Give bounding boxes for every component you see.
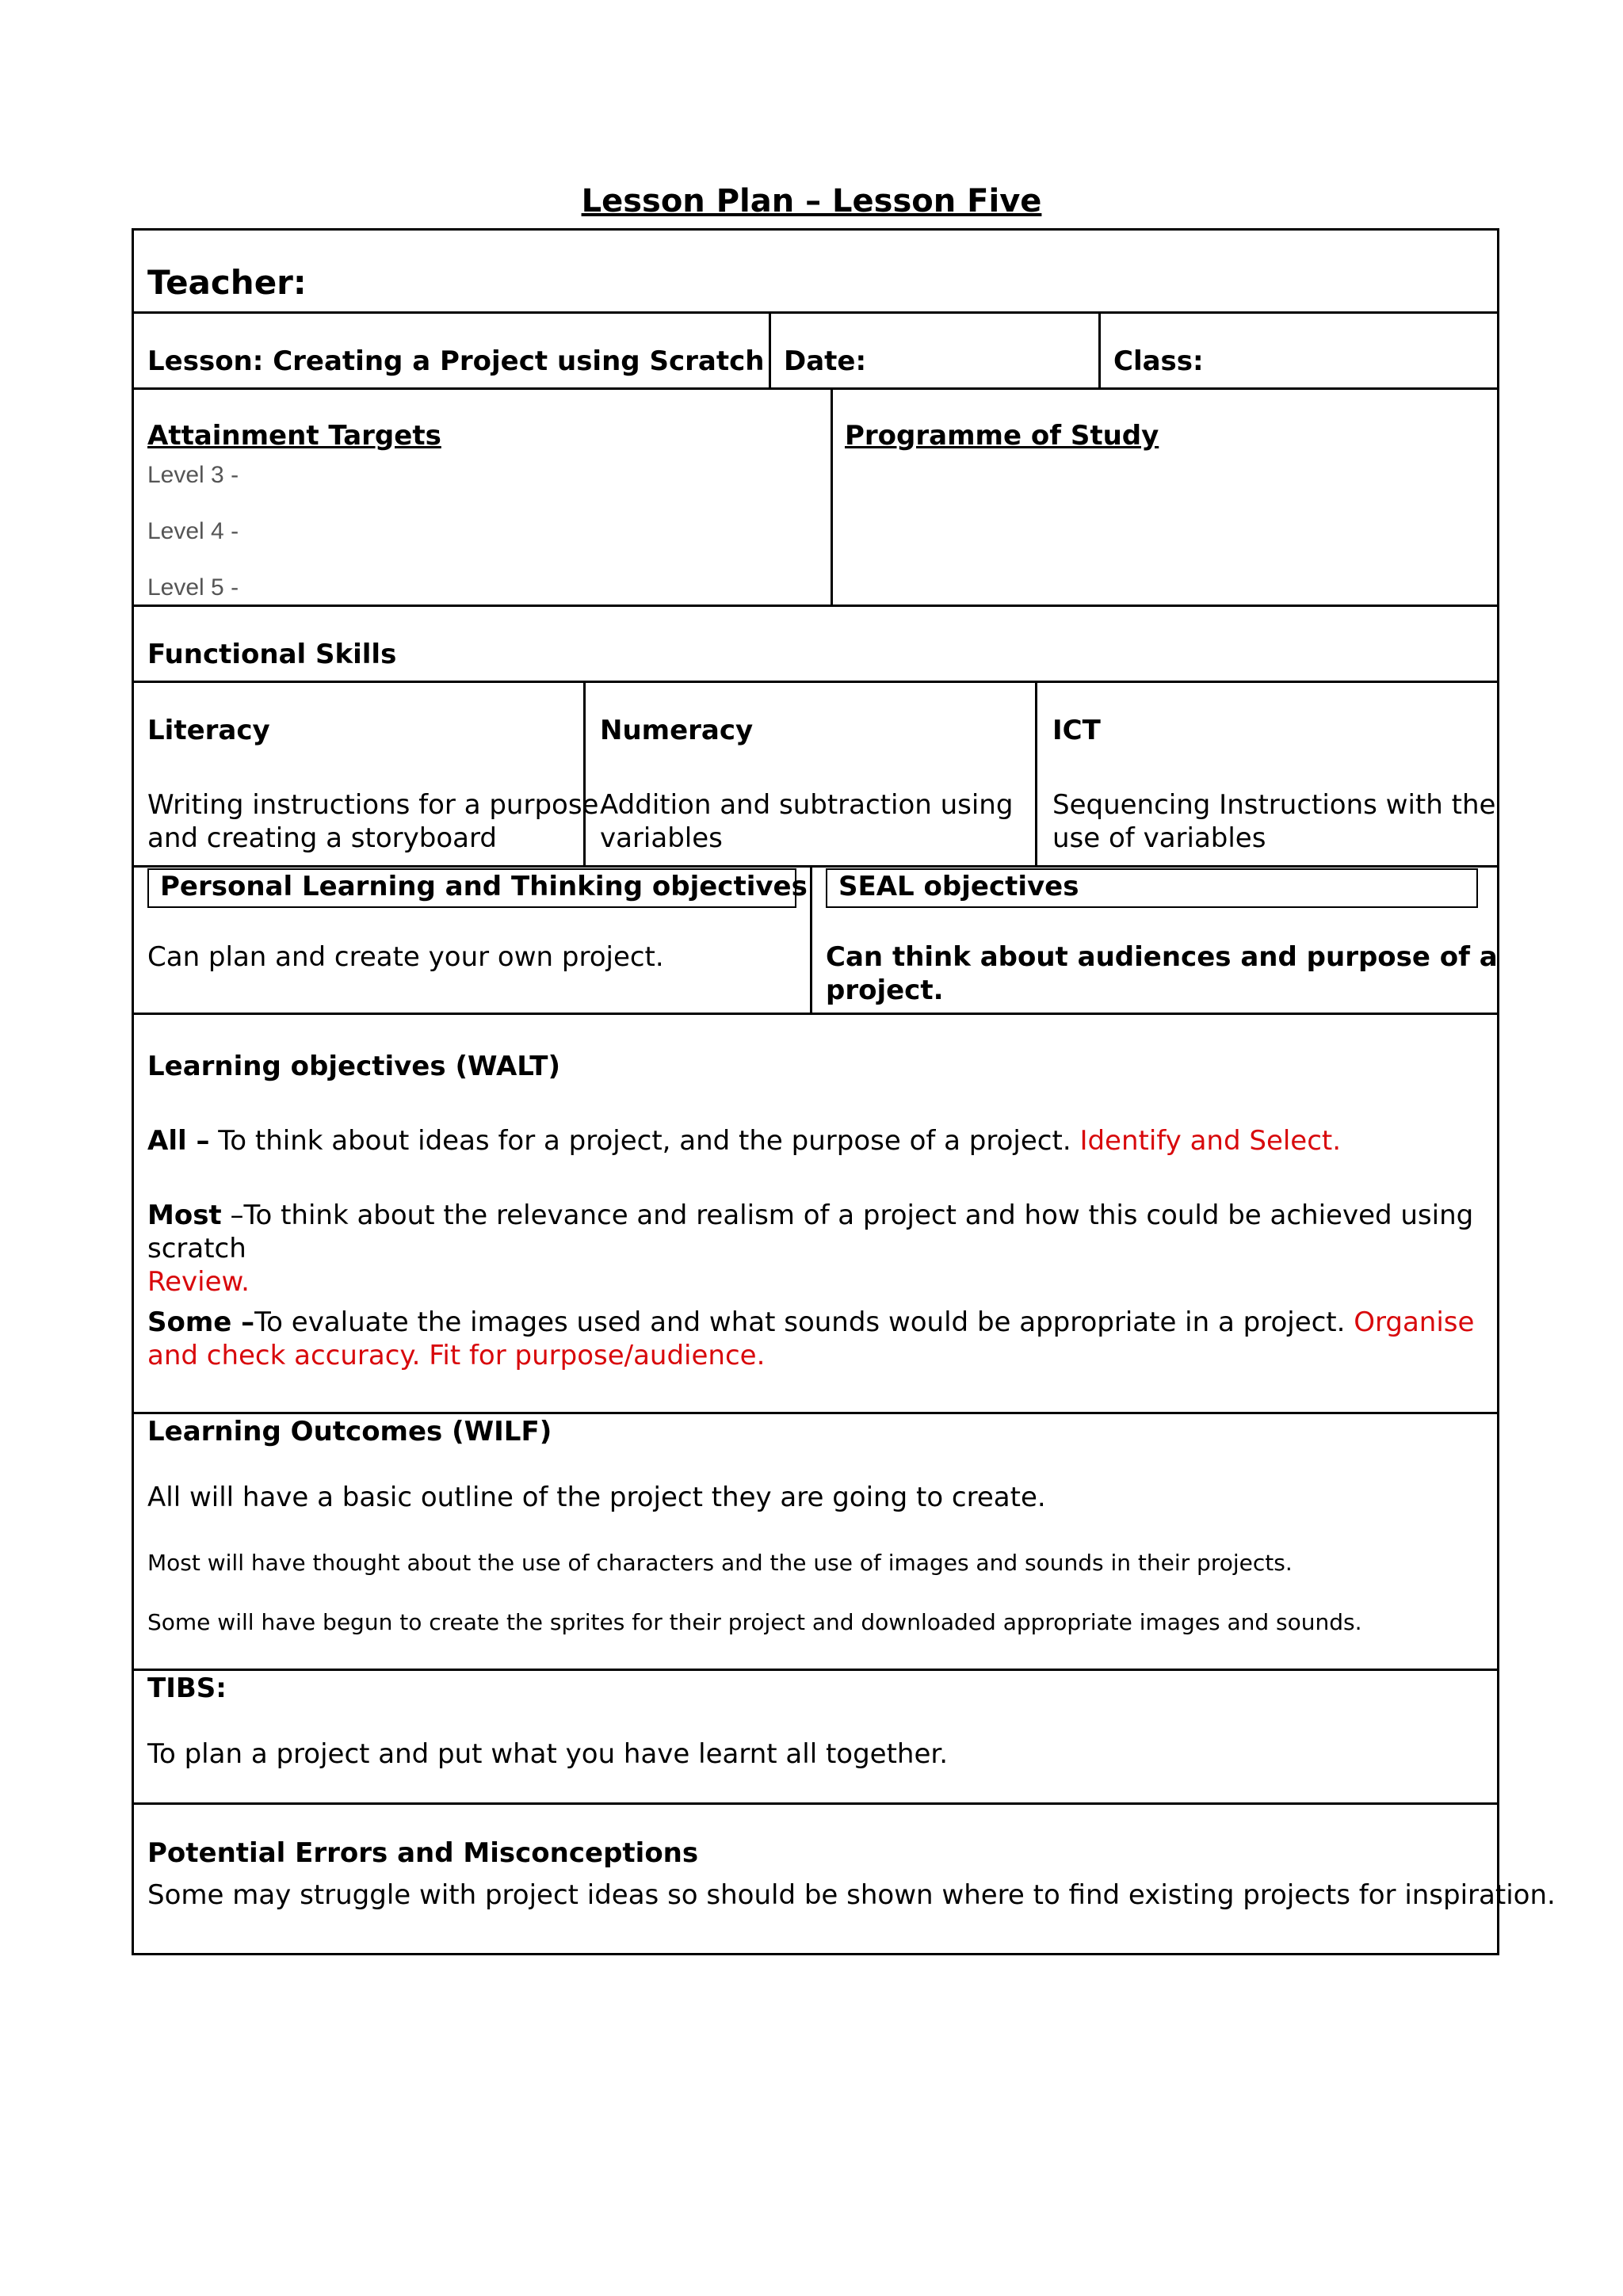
numeracy-text-line1: Addition and subtraction using — [600, 789, 1014, 821]
row-divider — [132, 865, 1499, 868]
row-divider — [132, 311, 1499, 314]
objective-some — [147, 1306, 1479, 1372]
objective-all-label: All – — [147, 1125, 210, 1157]
attainment-level-4: Level 4 - — [147, 518, 239, 544]
class-label: Class: — [1113, 345, 1204, 377]
errors-heading: Potential Errors and Misconceptions — [147, 1837, 699, 1869]
programme-of-study-heading: Programme of Study — [845, 420, 1159, 452]
date-label: Date: — [784, 345, 867, 377]
plts-text: Can plan and create your own project. — [147, 941, 664, 973]
objective-all-text: To think about ideas for a project, and the purpose of a project. — [209, 1125, 1080, 1157]
attainment-level-3: Level 3 - — [147, 462, 239, 488]
ict-text-line2: use of variables — [1052, 822, 1266, 854]
column-divider — [1098, 311, 1101, 390]
row-divider — [132, 1669, 1499, 1671]
outcome-most: Most will have thought about the use of characters and the use of images and sounds in their projects. — [147, 1550, 1293, 1576]
seal-heading: SEAL objectives — [838, 871, 1079, 902]
objective-some-text: To evaluate the images used and what sounds would be appropriate in a project. — [254, 1306, 1354, 1338]
outcome-some: Some will have begun to create the sprites for their project and downloaded appropriate images and sounds. — [147, 1609, 1362, 1635]
objective-all — [147, 1124, 1479, 1158]
objective-all-skill: Identify and Select. — [1079, 1125, 1342, 1157]
ict-heading: ICT — [1052, 715, 1101, 746]
column-divider — [1035, 681, 1037, 868]
literacy-text-line1: Writing instructions for a purpose — [147, 789, 599, 821]
numeracy-heading: Numeracy — [600, 715, 754, 746]
row-divider — [132, 1412, 1499, 1414]
tibs-heading: TIBS: — [147, 1672, 227, 1704]
row-divider — [132, 387, 1499, 390]
seal-text-line1: Can think about audiences and purpose of a — [826, 941, 1498, 973]
attainment-level-5: Level 5 - — [147, 574, 239, 601]
column-divider — [810, 865, 812, 1015]
column-divider — [769, 311, 771, 390]
teacher-label: Teacher: — [147, 263, 307, 302]
row-divider — [132, 605, 1499, 607]
lesson-label: Lesson: Creating a Project using Scratch — [147, 345, 765, 377]
objective-some-label: Some – — [147, 1306, 255, 1338]
attainment-targets-heading: Attainment Targets — [147, 420, 441, 452]
functional-skills-heading: Functional Skills — [147, 639, 397, 670]
column-divider — [583, 681, 586, 868]
outcome-all: All will have a basic outline of the project they are going to create. — [147, 1482, 1046, 1513]
learning-outcomes-heading: Learning Outcomes (WILF) — [147, 1416, 552, 1447]
objective-most — [147, 1199, 1479, 1299]
objective-most-label: Most — [147, 1199, 222, 1231]
column-divider — [831, 387, 833, 607]
numeracy-text-line2: variables — [600, 822, 723, 854]
errors-text: Some may struggle with project ideas so should be shown where to find existing projects for inspiration. — [147, 1879, 1556, 1911]
objective-some-skill: Organise and check accuracy. Fit for purpose/audience. — [147, 1306, 1475, 1371]
literacy-text-line2: and creating a storyboard — [147, 822, 497, 854]
learning-objectives-heading: Learning objectives (WALT) — [147, 1051, 561, 1082]
seal-text-line2: project. — [826, 974, 944, 1006]
lesson-plan-table — [132, 228, 1499, 1955]
objective-most-text: –To think about the relevance and realism of a project and how this could be achieved using scratch — [147, 1199, 1474, 1264]
row-divider — [132, 1802, 1499, 1805]
objective-most-skill: Review. — [147, 1266, 250, 1298]
literacy-heading: Literacy — [147, 715, 270, 746]
document-title: Lesson Plan – Lesson Five — [581, 183, 1042, 219]
plts-heading: Personal Learning and Thinking objectives — [160, 871, 808, 902]
row-divider — [132, 1013, 1499, 1015]
ict-text-line1: Sequencing Instructions with the — [1052, 789, 1496, 821]
tibs-text: To plan a project and put what you have learnt all together. — [147, 1738, 949, 1770]
row-divider — [132, 681, 1499, 683]
